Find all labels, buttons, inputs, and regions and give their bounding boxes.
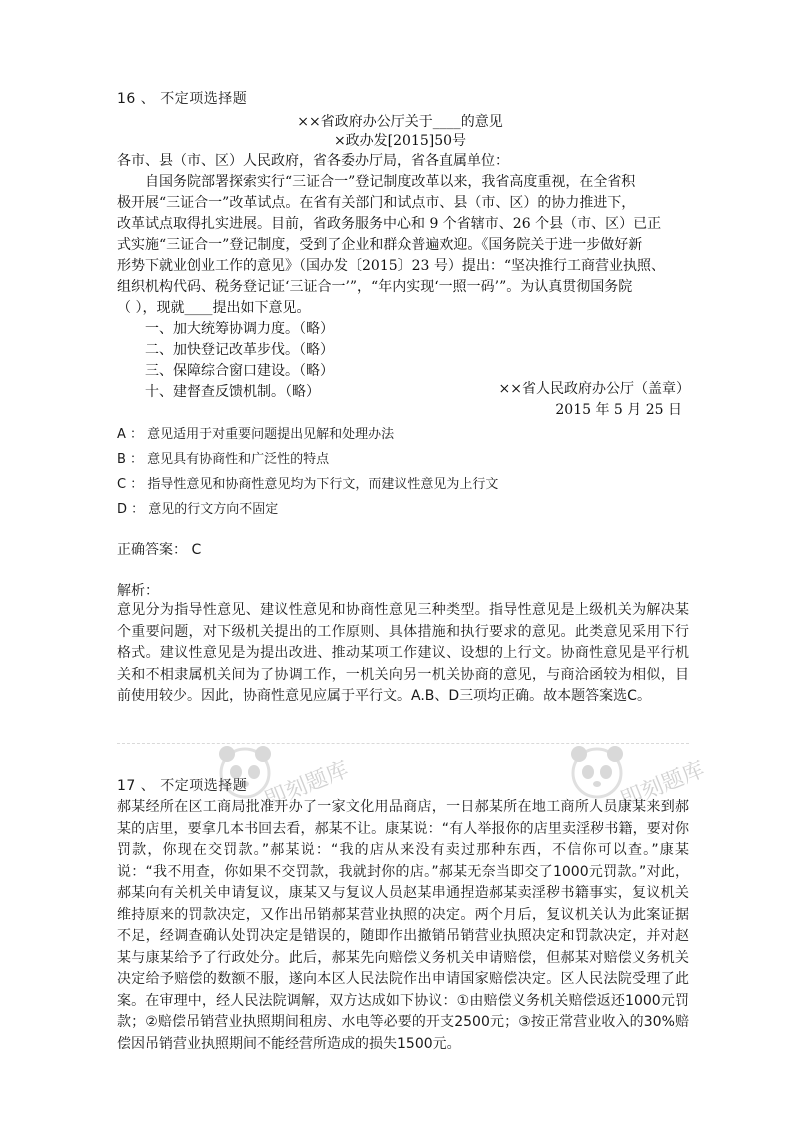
option-b[interactable]: B ： 意见具有协商性和广泛性的特点 — [117, 452, 330, 467]
doc-para-line: 极开展“三证合一”改革试点。在省有关部门和试点市、县（市、区）的协力推进下， — [117, 195, 636, 211]
option-d[interactable]: D ： 意见的行文方向不固定 — [117, 502, 279, 517]
doc-item: 二、加快登记改革步伐。（略） — [145, 342, 334, 358]
doc-para-line: 改革试点取得扎实进展。目前，省政务服务中心和 9 个省辖市、26 个县（市、区）已正 — [117, 216, 662, 232]
doc-para-line: 式实施“三证合一”登记制度，受到了企业和群众普遍欢迎。《国务院关于进一步做好新 — [117, 237, 643, 253]
option-c[interactable]: C ： 指导性意见和协商性意见均为下行文，而建议性意见为上行文 — [117, 477, 499, 492]
watermark-text: 即刻题库 — [617, 757, 709, 814]
question-17-body: 郝某经所在区工商局批准开办了一家文化用品商店，一日郝某所在地工商所人员康某来到郝某的店里，要拿几本书回去看，郝某不让。康某说：“有人举报你的店里卖淫秽书籍，要对你罚款，你现在交罚款。”郝某说：“我的店从来没有卖过那种东西，不信你可以查。”康某说：“我不用查，你如果不交罚款，我就封你的店。”郝某无奈当即交了1000元罚款。”对此，郝某向有关机关申请复议，康某又与复议人员赵某串通捏造郝某卖淫秽书籍事实，复议机关维持原来的罚款决定，又作出吊销郝某营业执照的决定。两个月后，复议机关认为此案证据不足，经调查确认处罚决定是错误的，随即作出撤销吊销营业执照决定和罚款决定，并对赵某与康某给予了行政处分。此后，郝某先向赔偿义务机关申请赔偿，但郝某对赔偿义务机关决定给予赔偿的数额不服，遂向本区人民法院作出申请国家赔偿决定。区人民法院受理了此案。在审理中，经人民法院调解，双方达成如下协议：①由赔偿义务机关赔偿返还1000元罚款；②赔偿吊销营业执照期间租房、水电等必要的开支2500元；③按正常营业收入的30%赔偿因吊销营业执照期间不能经营所造成的损失1500元。 — [117, 799, 689, 1052]
watermark-text: 即刻题库 — [261, 757, 353, 814]
doc-para-line: （ ），现就____提出如下意见。 — [117, 300, 311, 316]
question-17-header: 17 、 不定项选择题 — [117, 778, 248, 794]
doc-signature: ××省人民政府办公厅（盖章） — [498, 381, 690, 397]
doc-para-line: 组织机构代码、税务登记证‘三证合一’”，“年内实现‘一照一码’”。为认真贯彻国务院 — [117, 279, 633, 295]
correct-answer: 正确答案： C — [117, 542, 202, 558]
doc-para-line: 形势下就业创业工作的意见》（国办发〔2015〕23 号）提出：“坚决推行工商营业执照、 — [117, 258, 666, 274]
doc-item: 一、加大统筹协调力度。（略） — [145, 321, 334, 337]
option-a[interactable]: A ： 意见适用于对重要问题提出见解和处理办法 — [117, 427, 395, 442]
doc-number: ×政办发[2015]50号 — [333, 133, 467, 149]
analysis-label: 解析： — [117, 583, 159, 599]
doc-item: 三、保障综合窗口建设。（略） — [145, 363, 334, 379]
doc-item: 十、建督查反馈机制。（略） — [145, 384, 320, 400]
doc-addressee: 各市、县（市、区）人民政府，省各委办厅局，省各直属单位： — [117, 153, 509, 169]
doc-title: ××省政府办公厅关于____的意见 — [297, 114, 503, 130]
analysis-text: 意见分为指导性意见、建议性意见和协商性意见三种类型。指导性意见是上级机关为解决某个重要问题，对下级机关提出的工作原则、具体措施和执行要求的意见。此类意见采用下行格式。建议性意见是为提出改进、推动某项工作建议、设想的上行文。协商性意见是平行机关和不相隶属机关间为了协调工作，一机关向另一机关协商的意见，与商洽函较为相似，目前使用较少。因此，协商性意见应属于平行文。A.B、D三项均正确。故本题答案选C。 — [117, 602, 689, 704]
doc-date: 2015 年 5 月 25 日 — [555, 402, 682, 418]
doc-para-line: 自国务院部署探索实行“三证合一”登记制度改革以来，我省高度重视，在全省积 — [145, 174, 636, 190]
question-16-header: 16 、 不定项选择题 — [117, 91, 248, 107]
